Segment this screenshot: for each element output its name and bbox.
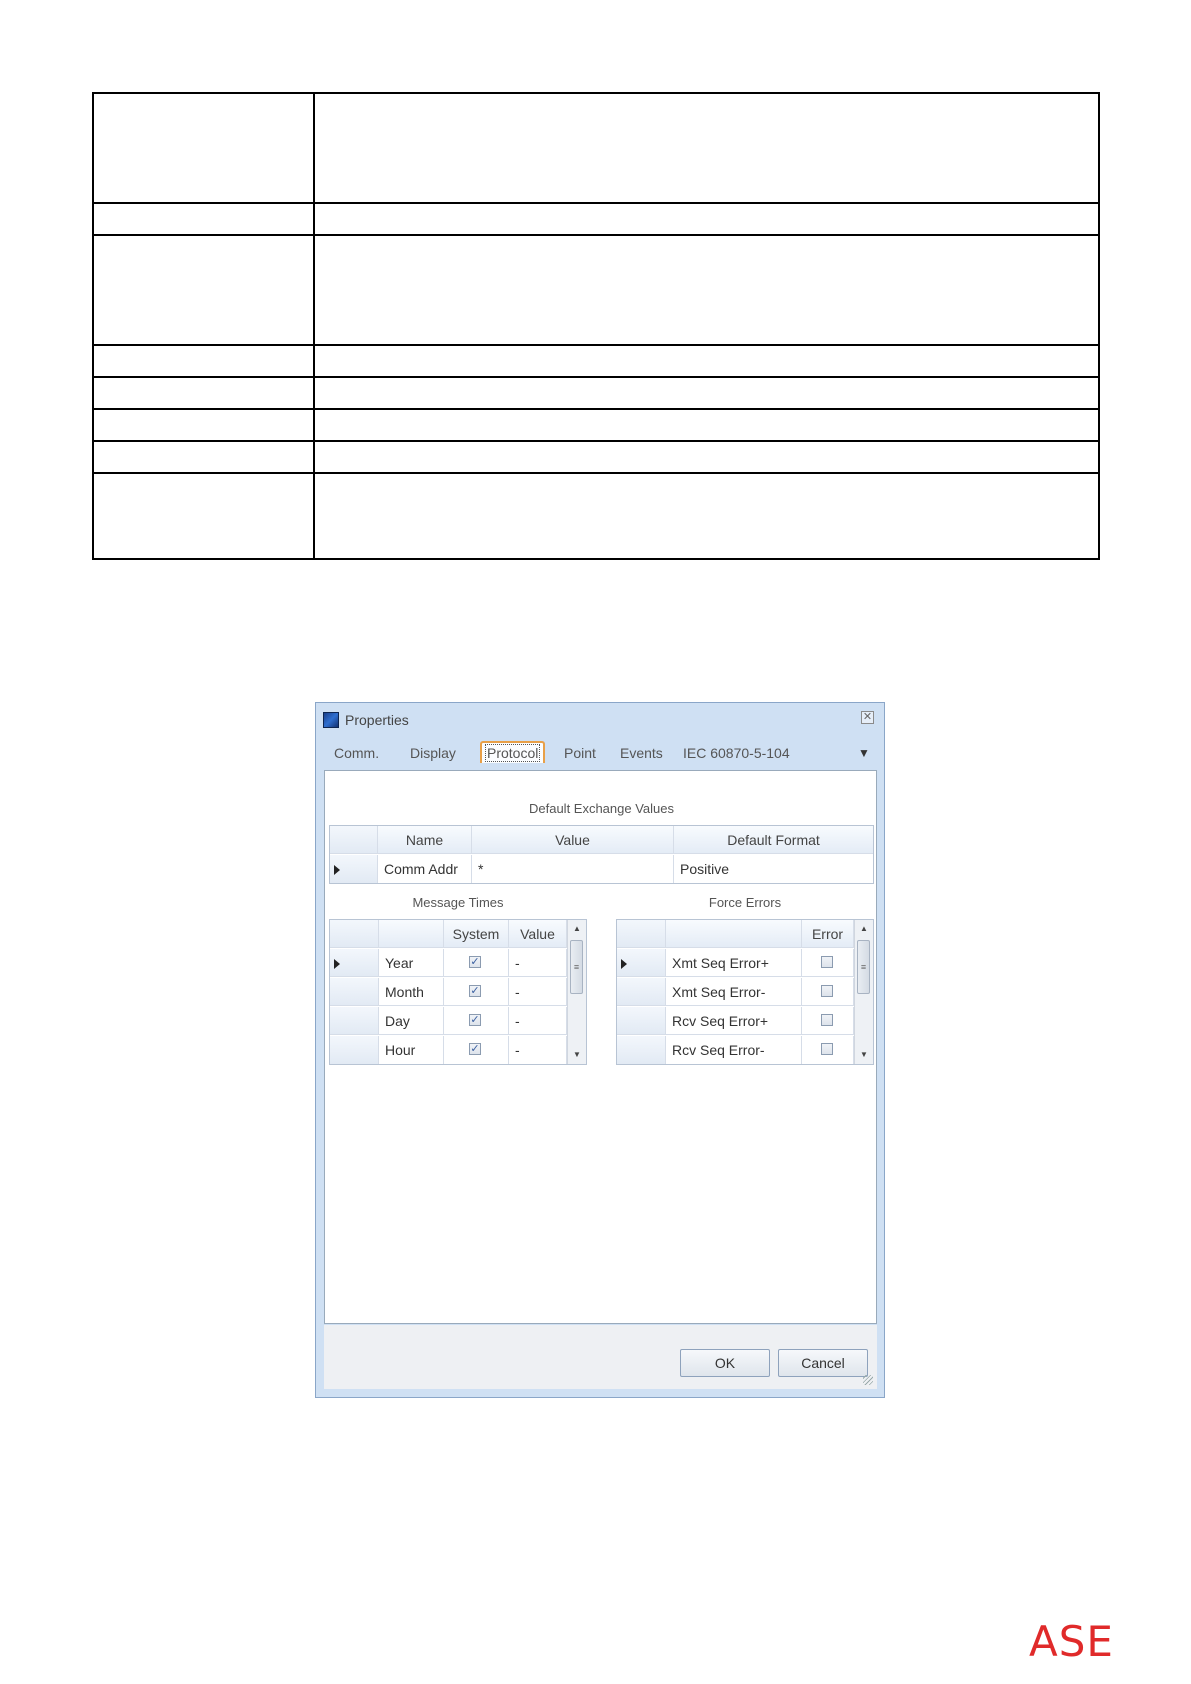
doc-row [93,473,1099,559]
cell-value[interactable]: * [472,855,674,883]
dialog-footer [324,1325,877,1389]
scroll-down-icon[interactable]: ▼ [860,1050,868,1059]
force-errors-grid [616,919,874,1065]
tab-protocol-label: Protocol [487,745,539,761]
default-exchange-title: Default Exchange Values [528,801,675,816]
table-row[interactable] [617,978,854,1006]
tab-protocol[interactable] [480,741,545,763]
cell-value[interactable]: - [509,1036,567,1064]
cell-name[interactable]: Comm Addr [378,855,472,883]
cancel-button[interactable]: Cancel [778,1349,868,1377]
current-row-arrow-icon [621,959,627,969]
default-exchange-grid [329,825,874,884]
table-row[interactable] [617,1007,854,1035]
table-row[interactable] [330,1007,567,1035]
system-checkbox-checked-icon[interactable]: ✓ [470,1014,480,1026]
cell-value[interactable]: - [509,949,567,976]
row-selector[interactable] [617,949,666,976]
cell-name[interactable]: Xmt Seq Error+ [666,949,802,976]
column-header-value[interactable]: Value [472,826,674,853]
cell-error[interactable] [802,949,854,976]
document-table [92,92,1100,560]
scroll-thumb[interactable]: ≡ [570,940,583,994]
ok-button[interactable]: OK [680,1349,770,1377]
cell-name[interactable]: Rcv Seq Error+ [666,1007,802,1034]
error-checkbox-icon[interactable] [821,1014,833,1026]
grid-header [330,826,873,854]
message-times-title: Message Times [412,895,504,910]
app-icon [323,712,339,728]
grid-header [617,920,854,948]
cell-name[interactable]: Rcv Seq Error- [666,1036,802,1064]
tab-overflow-icon[interactable]: ▼ [858,746,870,760]
scroll-up-icon[interactable]: ▲ [573,924,581,933]
doc-row [93,93,1099,203]
row-selector[interactable] [330,978,379,1005]
row-selector[interactable] [330,949,379,976]
table-row[interactable] [330,978,567,1006]
row-selector[interactable] [330,1007,379,1034]
protocol-panel [324,770,877,1324]
current-row-arrow-icon [334,959,340,969]
error-checkbox-icon[interactable] [821,956,833,968]
cell-system[interactable] [444,1036,509,1064]
scroll-down-icon[interactable]: ▼ [573,1050,581,1059]
force-errors-title: Force Errors [708,895,782,910]
scroll-thumb[interactable]: ≡ [857,940,870,994]
doc-row [93,441,1099,473]
row-header-corner [330,826,378,853]
table-row[interactable] [330,855,873,883]
row-selector[interactable] [617,1036,666,1064]
doc-row [93,377,1099,409]
message-times-scrollbar[interactable] [567,920,586,1064]
row-selector[interactable] [617,978,666,1005]
cell-error[interactable] [802,978,854,1005]
row-header-corner [617,920,666,947]
column-header-blank [379,920,444,947]
grid-header [330,920,567,948]
cell-system[interactable] [444,978,509,1005]
table-row[interactable] [617,1036,854,1064]
tab-iec-60870-5-104[interactable]: IEC 60870-5-104 [683,745,790,761]
tab-events[interactable]: Events [620,745,663,761]
row-header-corner [330,920,379,947]
current-row-arrow-icon [334,865,340,875]
doc-row [93,203,1099,235]
dialog-title: Properties [345,712,409,728]
error-checkbox-icon[interactable] [821,1043,833,1055]
table-row[interactable] [330,949,567,977]
cell-system[interactable] [444,949,509,976]
doc-row [93,235,1099,345]
cell-name[interactable]: Day [379,1007,444,1034]
resize-grip-icon[interactable] [863,1375,873,1385]
column-header-blank [666,920,802,947]
table-row[interactable] [617,949,854,977]
system-checkbox-checked-icon[interactable]: ✓ [470,956,480,968]
doc-row [93,345,1099,377]
cell-name[interactable]: Year [379,949,444,976]
cell-error[interactable] [802,1036,854,1064]
cell-name[interactable]: Month [379,978,444,1005]
cell-name[interactable]: Xmt Seq Error- [666,978,802,1005]
cell-default-format[interactable]: Positive [680,861,730,877]
tab-display[interactable]: Display [410,745,456,761]
column-header-value[interactable]: Value [509,920,567,947]
close-icon[interactable]: ✕ [862,711,873,723]
ase-logo: ASE [1029,1617,1114,1666]
tab-strip [324,739,874,773]
tab-point[interactable]: Point [564,745,596,761]
row-selector[interactable] [330,855,378,883]
column-header-name[interactable]: Name [378,826,472,853]
properties-dialog [315,702,885,1398]
table-row[interactable] [330,1036,567,1064]
system-checkbox-checked-icon[interactable]: ✓ [470,1043,480,1055]
tab-comm[interactable]: Comm. [334,745,380,761]
cell-value[interactable]: - [509,978,567,1005]
force-errors-scrollbar[interactable] [854,920,873,1064]
cell-name[interactable]: Hour [379,1036,444,1064]
row-selector[interactable] [617,1007,666,1034]
cell-value[interactable]: - [509,1007,567,1034]
column-header-default-format[interactable]: Default Format [727,832,820,848]
column-header-error[interactable]: Error [802,920,854,947]
cell-error[interactable] [802,1007,854,1034]
scroll-up-icon[interactable]: ▲ [860,924,868,933]
message-times-grid [329,919,587,1065]
title-bar [316,703,884,735]
cell-system[interactable] [444,1007,509,1034]
doc-row [93,409,1099,441]
system-checkbox-checked-icon[interactable]: ✓ [470,985,480,997]
error-checkbox-icon[interactable] [821,985,833,997]
column-header-system[interactable]: System [444,920,509,947]
row-selector[interactable] [330,1036,379,1064]
